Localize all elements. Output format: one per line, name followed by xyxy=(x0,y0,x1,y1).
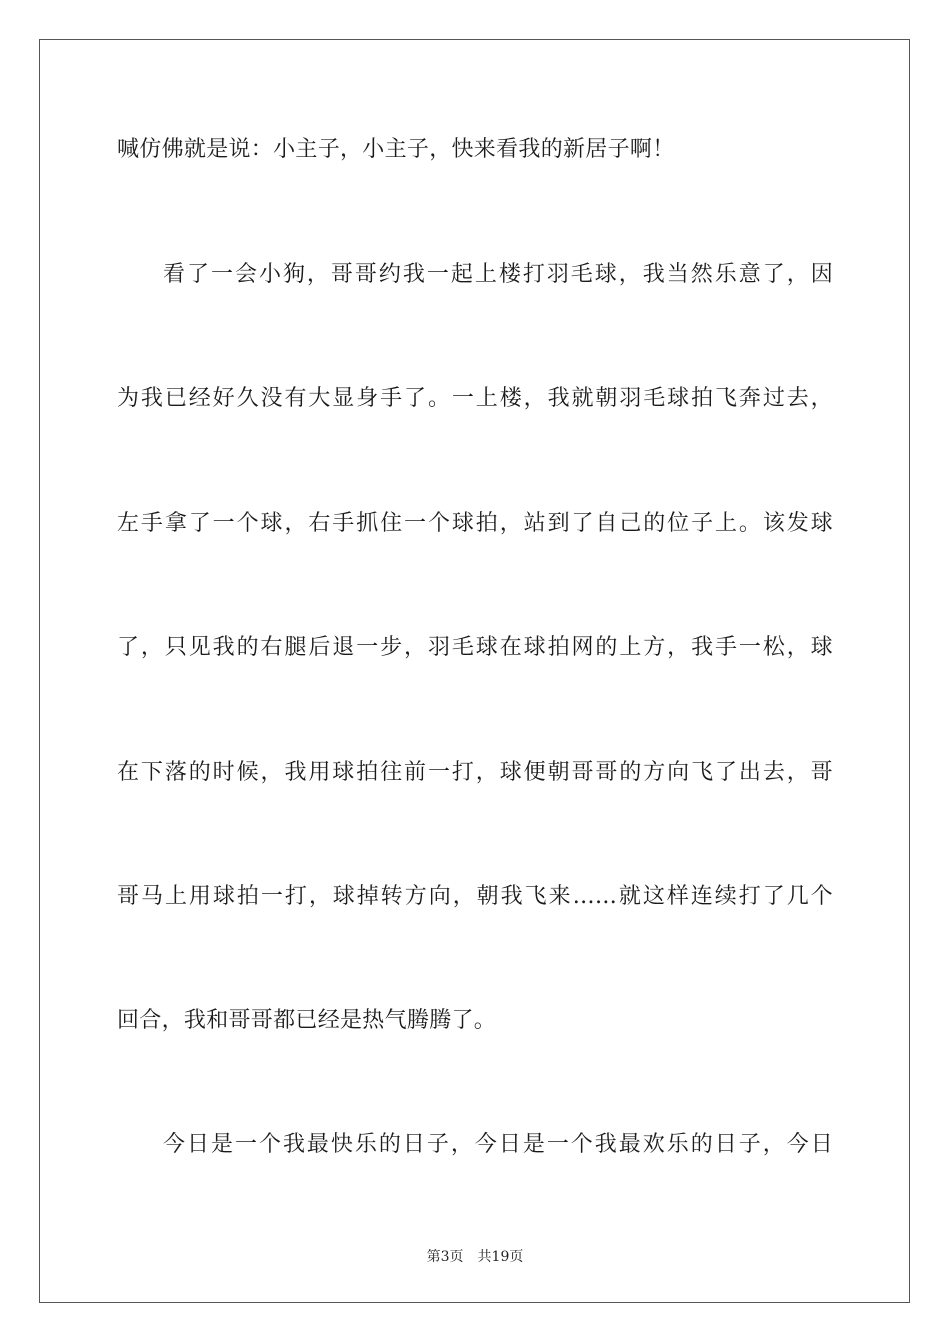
page-total: 共19页 xyxy=(477,1249,524,1265)
text-line-9: 今日是一个我最快乐的日子，今日是一个我最欢乐的日子，今日 xyxy=(163,1132,833,1157)
page-footer xyxy=(0,1248,950,1266)
text-line-6: 在下落的时候，我用球拍往前一打，球便朝哥哥的方向飞了出去，哥 xyxy=(117,760,833,785)
text-line-4: 左手拿了一个球，右手抓住一个球拍，站到了自己的位子上。该发球 xyxy=(117,511,833,536)
text-line-1: 喊仿佛就是说：小主子，小主子，快来看我的新居子啊！ xyxy=(117,137,675,162)
text-line-2: 看了一会小狗，哥哥约我一起上楼打羽毛球，我当然乐意了，因 xyxy=(163,262,833,287)
text-line-5: 了，只见我的右腿后退一步，羽毛球在球拍网的上方，我手一松，球 xyxy=(117,635,833,660)
page-border xyxy=(39,39,910,1303)
text-line-8: 回合，我和哥哥都已经是热气腾腾了。 xyxy=(117,1008,497,1033)
text-line-3: 为我已经好久没有大显身手了。一上楼，我就朝羽毛球拍飞奔过去， xyxy=(117,386,833,411)
page-number: 第3页 xyxy=(426,1249,464,1265)
text-line-7: 哥马上用球拍一打，球掉转方向，朝我飞来……就这样连续打了几个 xyxy=(117,884,833,909)
